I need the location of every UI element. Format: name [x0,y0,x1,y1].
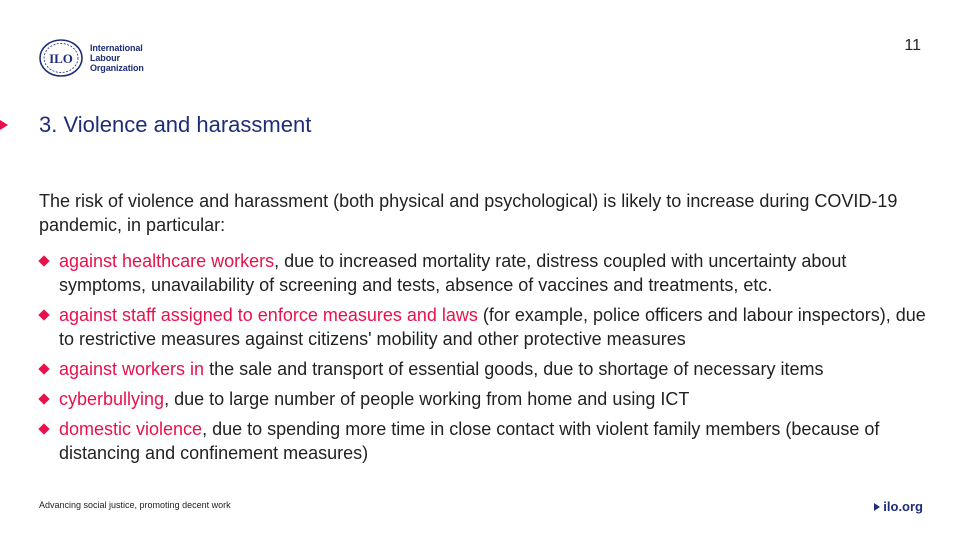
logo-line-3: Organization [90,63,144,73]
bullet-highlight: against workers in [59,359,205,379]
ilo-emblem-icon [38,38,84,78]
footer-site-link[interactable] [874,499,923,514]
bullet-text: , due to spending more time in close contact with violent family members (because of distancing and confinement measures) [59,419,880,463]
diamond-bullet-icon [38,255,49,266]
logo-wordmark [90,43,144,73]
diamond-bullet-icon [38,423,49,434]
intro-paragraph: The risk of violence and harassment (both physical and psychological) is likely to increase during COVID-19 pandemic, in particular: [39,191,898,235]
title-marker-icon [0,120,8,130]
play-arrow-icon [874,503,880,511]
diamond-bullet-icon [38,363,49,374]
list-item [39,417,929,465]
bullet-highlight: against staff assigned to enforce measures and laws [59,305,478,325]
footer-site-label[interactable]: ilo.org [883,499,923,514]
page-number: 11 [904,37,921,54]
list-item [39,387,929,411]
bullet-text: (for example, police officers and labour inspectors), due to restrictive measures against citizens' mobility and other protective measures [59,305,926,349]
diamond-bullet-icon [38,393,49,404]
bullet-text: the sale and transport of essential goods, due to shortage of necessary items [204,359,824,379]
bullet-text: , due to large number of people working from home and using ICT [164,389,690,409]
logo-line-2: Labour [90,53,120,63]
footer-tagline: Advancing social justice, promoting decent work [39,500,231,510]
list-item [39,303,929,351]
ilo-logo [38,38,144,78]
list-item [39,249,929,297]
bullet-list [39,249,929,471]
bullet-highlight: domestic violence [59,419,203,439]
list-item [39,357,929,381]
ilo-monogram: ILO [49,51,73,66]
slide-title: 3. Violence and harassment [39,112,312,137]
diamond-bullet-icon [38,309,49,320]
bullet-text: , due to increased mortality rate, distress coupled with uncertainty about symptoms, unavailability of screening and tests, absence of vaccines and treatments, etc. [59,251,847,295]
logo-line-1: International [90,43,143,53]
bullet-highlight: cyberbullying [59,389,165,409]
bullet-highlight: against healthcare workers [59,251,275,271]
